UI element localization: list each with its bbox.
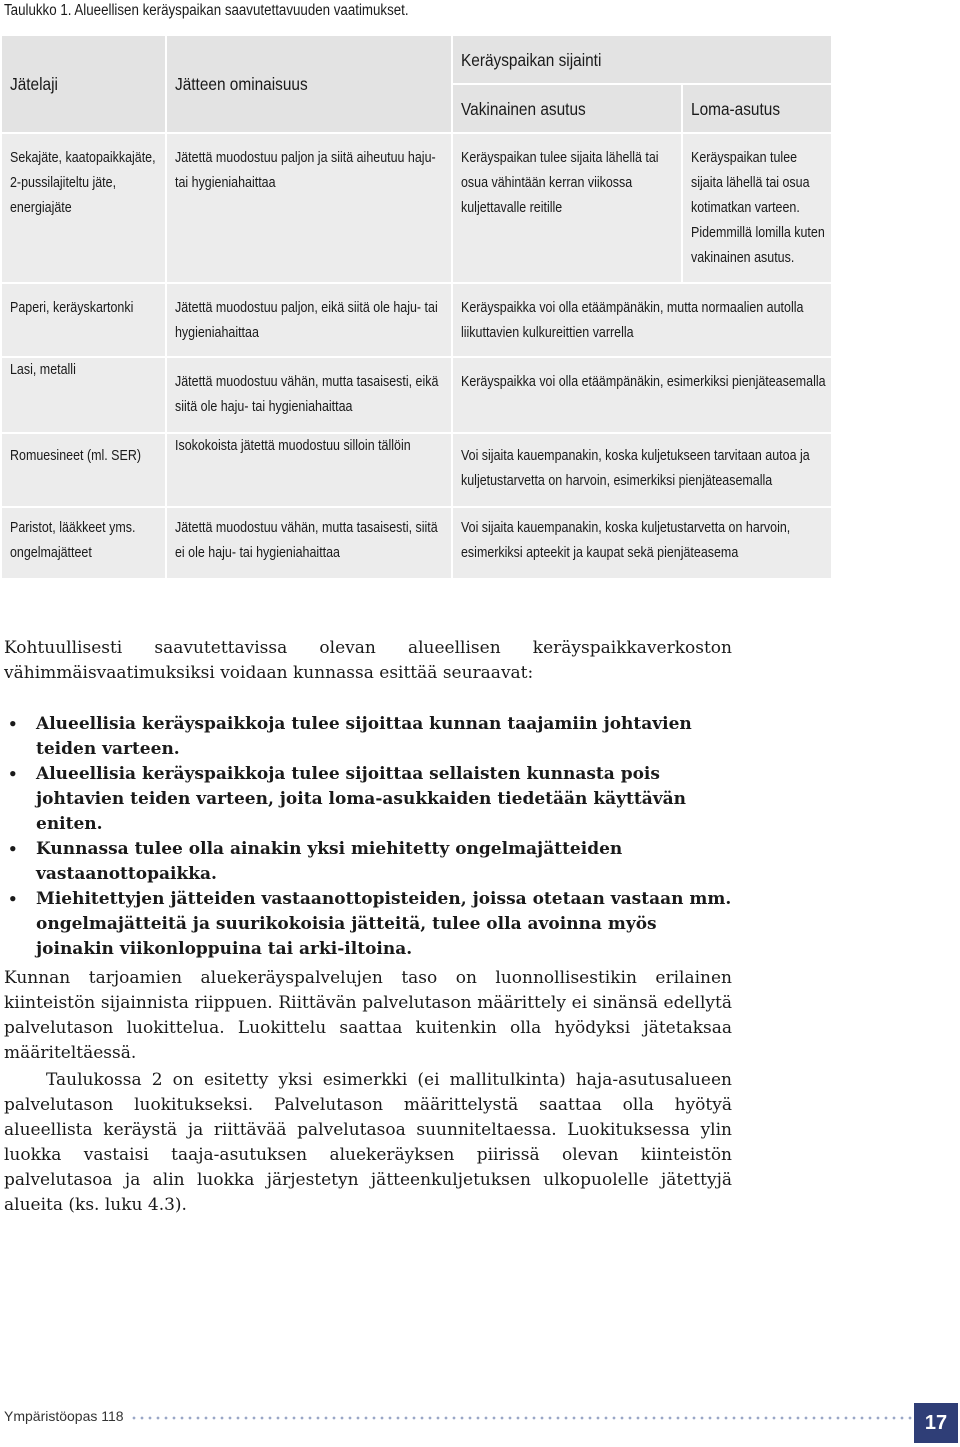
cell-type: Paperi, keräyskartonki (1, 283, 166, 357)
cell-type: Romuesineet (ml. SER) (1, 433, 166, 507)
header-jatelaji: Jätelaji (1, 35, 166, 133)
cell-type: Paristot, lääkkeet yms. ongelmajätteet (1, 507, 166, 579)
cell-location: Voi sijaita kauempanakin, koska kuljetustarvetta on harvoin, esimerkiksi apteekit ja kaupat sekä pienjäteasema (452, 507, 832, 579)
bullet-icon: • (8, 715, 18, 733)
header-sijainti: Keräyspaikan sijainti (452, 35, 832, 84)
cell-type: Sekajäte, kaatopaikkajäte, 2-pussilajiteltu jäte, energiajäte (1, 133, 166, 283)
cell-property: Jätettä muodostuu paljon ja siitä aiheutuu haju- tai hygieniahaittaa (166, 133, 452, 283)
table-row (1, 133, 832, 283)
table-row (1, 507, 832, 579)
list-item: • Alueellisia keräyspaikkoja tulee sijoittaa kunnan taajamiin johtavien teiden varteen. (8, 714, 692, 759)
body-paragraph: Taulukossa 2 on esitetty yksi esimerkki (ei mallitulkinta) haja-asutusalueen palvelutason luokitukseksi. Palvelutason määrittelystä saattaa olla hyötyä alueellista keräystä ja riittävää palvelutasoa suunniteltaessa. Luokituksessa ylin luokka vastaisi taaja-asutuksen aluekeräyksen piirissä olevan kiinteistön palvelutasoa ja alin luokka järjestetyn jätteenkuljetuksen ulkopuolelle jätettyjä alueita (ks. luku 4.3). (4, 1070, 732, 1215)
bullet-icon: • (8, 765, 18, 783)
table-row (1, 357, 832, 433)
waste-collection-table (0, 34, 833, 580)
cell-property: Jätettä muodostuu paljon, eikä siitä ole haju- tai hygieniahaittaa (166, 283, 452, 357)
cell-property: Jätettä muodostuu vähän, mutta tasaisesti, eikä siitä ole haju- tai hygieniahaittaa (166, 357, 452, 433)
header-loma: Loma-asutus (682, 84, 832, 133)
publication-name: Ympäristöopas 118 (4, 1408, 124, 1424)
table-row (1, 433, 832, 507)
cell-property: Isokokoista jätettä muodostuu silloin tällöin (166, 433, 452, 507)
cell-location: Keräyspaikka voi olla etäämpänäkin, esimerkiksi pienjäteasemalla (452, 357, 832, 433)
cell-holiday: Keräyspaikan tulee sijaita lähellä tai osua kotimatkan varteen. Pidemmillä lomilla kuten vakinainen asutus. (682, 133, 832, 283)
cell-property: Jätettä muodostuu vähän, mutta tasaisesti, siitä ei ole haju- tai hygieniahaittaa (166, 507, 452, 579)
cell-location: Voi sijaita kauempanakin, koska kuljetukseen tarvitaan autoa ja kuljetustarvetta on harvoin, esimerkiksi pienjäteasemalla (452, 433, 832, 507)
intro-paragraph: Kohtuullisesti saavutettavissa olevan alueellisen keräyspaikkaverkoston vähimmäisvaatimuksiksi voidaan kunnassa esittää seuraavat: (4, 638, 732, 683)
table-row (1, 283, 832, 357)
cell-permanent: Keräyspaikan tulee sijaita lähellä tai osua vähintään kerran viikossa kuljettavalle reitille (452, 133, 682, 283)
cell-type: Lasi, metalli (1, 357, 166, 433)
body-paragraph: Kunnan tarjoamien aluekeräyspalvelujen taso on luonnollisestikin erilainen kiinteistön sijainnista riippuen. Riittävän palvelutason määrittely ei sinänsä edellytä palvelutason luokittelua. Luokittelu saattaa kuitenkin olla hyödyksi jätetaksaa määriteltäessä. (4, 968, 732, 1063)
bullet-icon: • (8, 890, 18, 908)
dotted-leader (130, 1416, 912, 1420)
list-item: • Alueellisia keräyspaikkoja tulee sijoittaa sellaisten kunnasta pois johtavien teiden varteen, joita loma-asukkaiden tiedetään käyttävän eniten. (8, 764, 686, 834)
list-item: • Kunnassa tulee olla ainakin yksi miehitetty ongelmajätteiden vastaanottopaikka. (8, 839, 623, 884)
requirements-list (4, 712, 732, 962)
cell-location: Keräyspaikka voi olla etäämpänäkin, mutta normaalien autolla liikuttavien kulkureittien varrella (452, 283, 832, 357)
page-number: 17 (914, 1403, 958, 1443)
header-vakinainen: Vakinainen asutus (452, 84, 682, 133)
bullet-icon: • (8, 840, 18, 858)
header-ominaisuus: Jätteen ominaisuus (166, 35, 452, 133)
list-item: • Miehitettyjen jätteiden vastaanottopisteiden, joissa otetaan vastaan mm. ongelmajätteitä ja suurikokoisia jätteitä, tulee olla avoinna myös joinakin viikonloppuina tai arki-iltoina. (8, 889, 732, 959)
table-caption: Taulukko 1. Alueellisen keräyspaikan saavutettavuuden vaatimukset. (4, 2, 409, 19)
